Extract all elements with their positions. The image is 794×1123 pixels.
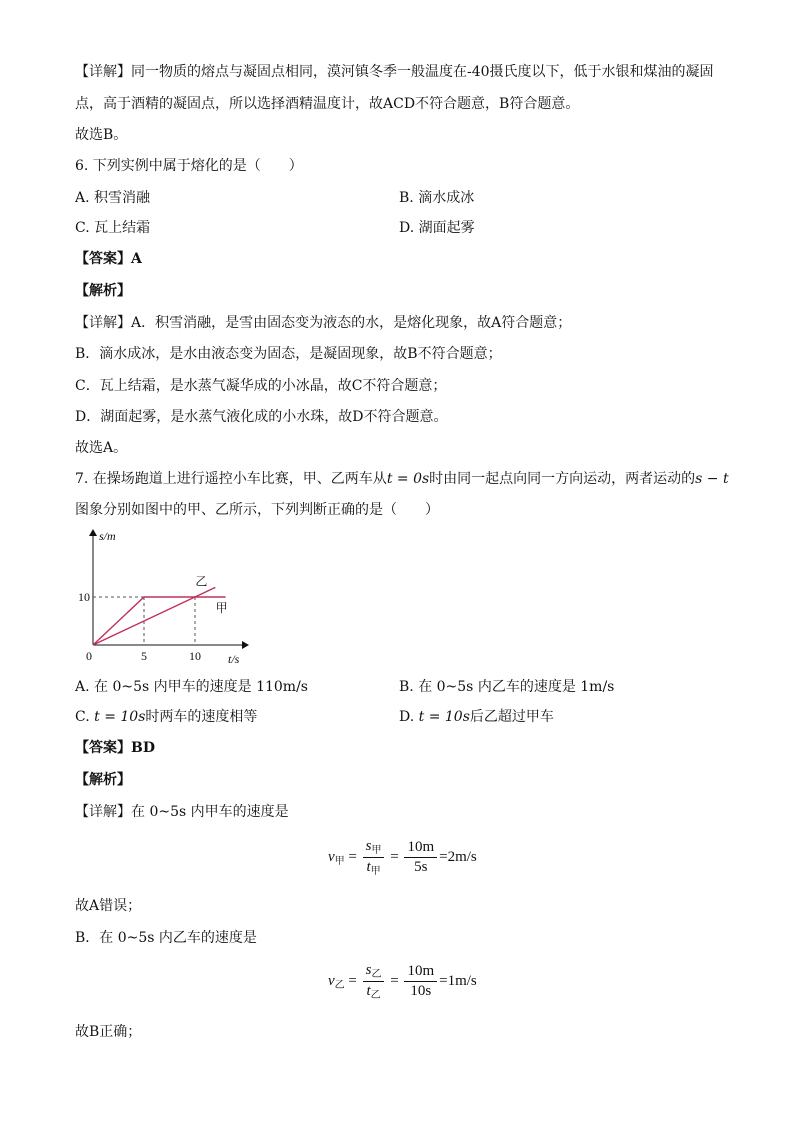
eq2-den2: 10s: [410, 983, 432, 999]
series-label-jia: 甲: [215, 601, 228, 615]
q7-option-b: B. 在 0~5s 内乙车的速度是 1m/s: [399, 679, 615, 695]
eq2-den: t: [366, 983, 371, 999]
eq1-num2: 10m: [404, 839, 437, 858]
series-label-yi: 乙: [195, 574, 208, 589]
y-tick-label-0: 10: [78, 590, 90, 604]
q7-option-d: [399, 707, 554, 727]
eq1-lhs-sub: 甲: [334, 855, 345, 867]
eq1-den: t: [366, 859, 371, 875]
q7-option-d-time: t = 10s: [418, 709, 470, 725]
eq1-num-sub: 甲: [371, 845, 382, 856]
q7-answer: 【答案】BD: [75, 740, 155, 756]
q7-option-c: [75, 707, 257, 727]
q5-detail-line1: 【详解】同一物质的熔点与凝固点相同，漠河镇冬季一般温度在-40摄氏度以下，低于水银和煤油的凝固: [75, 64, 714, 80]
q7-option-c-time: t = 10s: [94, 709, 146, 725]
q6-answer: 【答案】A: [75, 251, 142, 267]
x-tick-label-1: 10: [189, 649, 201, 663]
q7-option-d-prefix: D.: [399, 709, 415, 725]
q5-detail-line2: 点，高于酒精的凝固点，所以选择酒精温度计，故ACD不符合题意，B符合题意。: [75, 96, 580, 112]
q6-explain-b: B．滴水成冰，是水由液态变为固态，是凝固现象，故B不符合题意；: [75, 346, 502, 362]
q7-conclusion-b: 故B正确；: [75, 1024, 142, 1040]
x-axis-label: t/s: [228, 652, 240, 665]
q7-option-a: A. 在 0~5s 内甲车的速度是 110m/s: [75, 679, 308, 695]
eq2-result: =1m/s: [439, 972, 477, 989]
eq1-num: s: [365, 838, 372, 854]
x-tick-label-0: 5: [141, 649, 147, 663]
eq2-num: s: [365, 962, 372, 978]
q7-conclusion-a: 故A错误；: [75, 898, 142, 914]
q7-stem-line2: 图象分别如图中的甲、乙所示，下列判断正确的是（ ）: [75, 502, 439, 518]
equation-v-yi: $v_乙$ = $\frac{s_乙}{t_乙}$ = $\frac{10m}{10s}$ =1m/s: [328, 962, 477, 1001]
q7-option-c-prefix: C.: [75, 709, 90, 725]
eq2-lhs: v: [328, 972, 335, 989]
eq1-lhs: v: [328, 848, 335, 865]
q6-stem: 6. 下列实例中属于熔化的是（ ）: [75, 158, 303, 174]
origin-label: 0: [86, 649, 92, 663]
q6-analysis-head: 【解析】: [75, 283, 131, 299]
q7-explain-a: 【详解】在 0~5s 内甲车的速度是: [75, 804, 289, 820]
eq1-frac-numeric: [404, 839, 437, 876]
q7-option-d-text: 后乙超过甲车: [469, 709, 554, 725]
q7-stem-t0: t = 0s: [386, 471, 430, 487]
q6-explain-d: D．湖面起雾，是水蒸气液化成的小水珠，故D不符合题意。: [75, 409, 448, 425]
eq2-lhs-sub: 乙: [334, 979, 345, 991]
eq2-den-sub: 乙: [370, 990, 381, 1001]
q6-option-b: B. 滴水成冰: [399, 190, 475, 206]
q6-option-d: D. 湖面起雾: [399, 220, 475, 236]
eq2-num2: 10m: [404, 963, 437, 982]
eq2-frac-numeric: [404, 963, 437, 1000]
eq1-den-sub: 甲: [370, 866, 381, 877]
q6-option-c: C. 瓦上结霜: [75, 220, 151, 236]
q7-analysis-head: 【解析】: [75, 772, 131, 788]
eq1-frac-symbolic: [363, 838, 385, 877]
s-t-chart: [78, 525, 268, 665]
equation-v-jia: $v_甲$ = $\frac{s_甲}{t_甲}$ = $\frac{10m}{5s}$ =2m/s: [328, 838, 477, 877]
q6-conclusion: 故选A。: [75, 440, 128, 456]
q6-option-a: A. 积雪消融: [75, 190, 151, 206]
q7-option-c-text: 时两车的速度相等: [145, 709, 258, 725]
eq2-num-sub: 乙: [371, 969, 382, 980]
eq1-result: =2m/s: [439, 848, 477, 865]
q7-stem-st: s − t: [695, 471, 729, 487]
y-axis-label: s/m: [99, 529, 116, 543]
q7-stem-part1: 7. 在操场跑道上进行遥控小车比赛，甲、乙两车从: [75, 471, 387, 487]
q7-explain-b: B．在 0~5s 内乙车的速度是: [75, 930, 257, 946]
q7-stem-line1: [75, 469, 729, 489]
q6-explain-a: 【详解】A．积雪消融，是雪由固态变为液态的水，是熔化现象，故A符合题意；: [75, 315, 572, 331]
q5-conclusion: 故选B。: [75, 127, 128, 143]
series-line-1: [93, 587, 215, 645]
eq2-frac-symbolic: [363, 962, 385, 1001]
q7-stem-part2: 时由同一起点向同一方向运动，两者运动的: [429, 471, 696, 487]
eq1-den2: 5s: [414, 859, 428, 875]
q6-explain-c: C．瓦上结霜，是水蒸气凝华成的小冰晶，故C不符合题意；: [75, 378, 447, 394]
series-line-0: [93, 597, 226, 645]
